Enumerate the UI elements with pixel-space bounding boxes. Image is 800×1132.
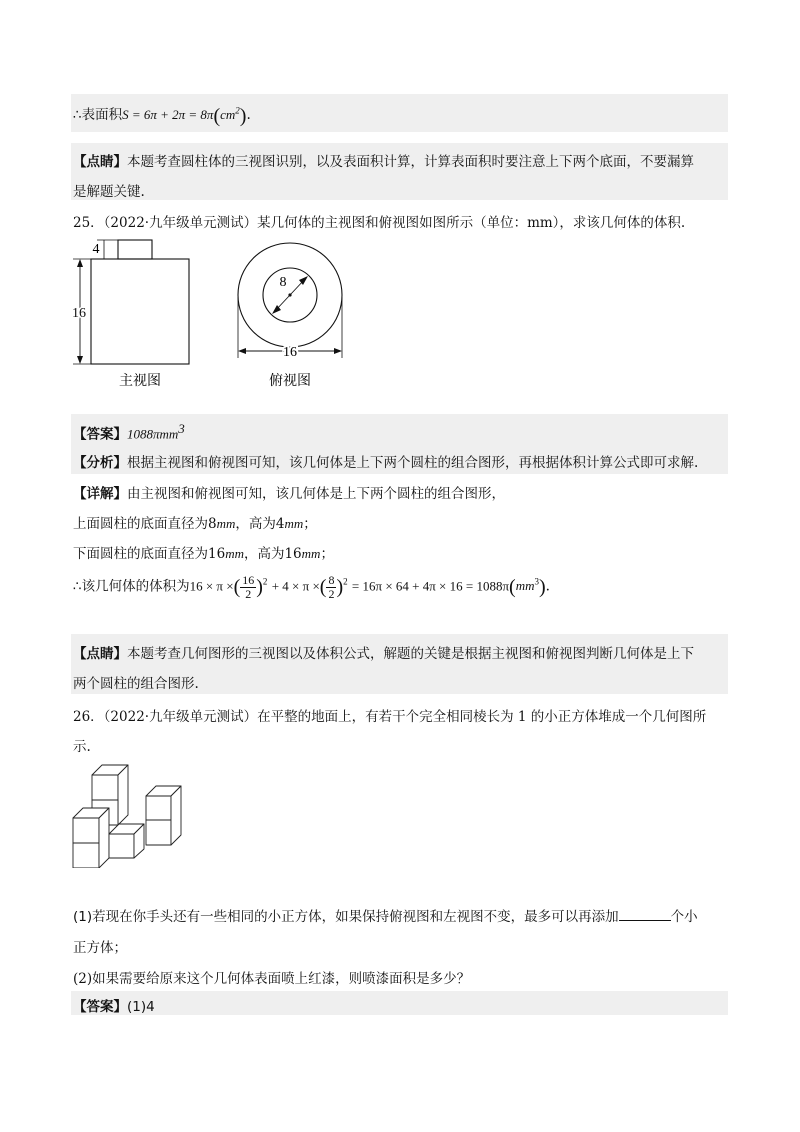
q25-dianjing-line1: 【点睛】本题考查几何图形的三视图以及体积公式，解题的关键是根据主视图和俯视图判断几何体是上下 [73,646,694,662]
q25-stem: 25．（2022·九年级单元测试）某几何体的主视图和俯视图如图所示（单位：mm），求该几何体的体积. [73,215,686,231]
q26-stem-line1: 26．（2022·九年级单元测试）在平整的地面上，有若干个完全相同棱长为 1 的小正方体堆成一个几何图所 [73,709,707,725]
front-view-caption: 主视图 [119,374,161,389]
top-view-caption: 俯视图 [269,374,311,389]
answer-blank [619,908,671,921]
q24-dianjing-line2: 是解题关键. [73,184,145,200]
q25-detail-line: 【详解】由主视图和俯视图可知，该几何体是上下两个圆柱的组合图形， [73,486,505,502]
q26-answer-block [71,991,728,1015]
q26-sub1-line1: (1)若现在你手头还有一些相同的小正方体，如果保持俯视图和左视图不变，最多可以再添加 个小 [73,909,698,925]
dim-4-label: 4 [92,242,100,257]
top-view-diagram [238,243,342,358]
surface-area-formula: S = 6π + 2π = 8π [122,107,214,122]
q26-stem-line2: 示. [73,739,91,755]
q25-answer-line: 【答案】1088πmm$^3$ [73,421,185,443]
q25-bottom-cylinder-line: 下面圆柱的底面直径为16mm，高为16mm； [73,546,334,562]
q26-sub1-line2: 正方体； [73,940,127,956]
q25-figures [60,236,360,391]
q25-volume-line: ∴该几何体的体积为16 × π ×( $\frac{16}{2}$ )$^2$ + 4 × π ×( $\frac{8}{2}$ )$^2 = 16\pi \times 64 + 4\pi \times 16 = 1088\pi(mm^3)$. [73,573,550,601]
dim-16-vertical-label: 16 [72,306,86,321]
q26-cube-stack-diagram [66,756,190,868]
q25-top-cylinder-line: 上面圆柱的底面直径为8mm，高为4mm； [73,516,317,532]
q24-dianjing-line1: 【点睛】本题考查圆柱体的三视图识别，以及表面积计算，计算表面积时要注意上下两个底面，不要漏算 [73,154,694,170]
q26-answer-line: 【答案】(1)4 [73,999,155,1015]
q25-dianjing-line2: 两个圆柱的组合图形. [73,676,199,692]
q26-sub2-line: (2)如果需要给原来这个几何体表面喷上红漆，则喷漆面积是多少？ [73,971,471,987]
q25-analysis-line: 【分析】根据主视图和俯视图可知，该几何体是上下两个圆柱的组合图形，再根据体积计算公式即可求解. [73,455,699,471]
fraction-8-over-2: $\frac{8}{2}$ [328,573,335,601]
front-view-diagram [73,240,189,364]
dim-16-horizontal-label: 16 [283,345,297,360]
q24-surface-area-line: ∴表面积$S = 6\pi + 2\pi = 8\pi(cm^2)$. [73,105,251,127]
dim-8-label: 8 [279,275,287,290]
fraction-16-over-2: $\frac{16}{2}$ [242,573,255,601]
